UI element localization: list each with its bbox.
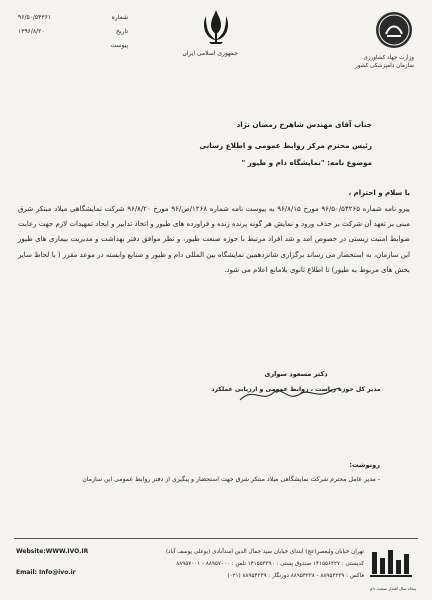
letter-meta	[18, 14, 128, 58]
salutation: با سلام و احترام ،	[348, 189, 410, 197]
email: Email: Info@ivo.ir	[16, 569, 76, 576]
footer-address-3: فاکس : ۸۸۹۵۴۲۳۹ - ۸۸۹۵۴۲۳۸ دورنگار : ۸۸۹۵۴۲۳۹ (۰۲۱)	[227, 573, 364, 579]
footer-logo	[368, 546, 418, 590]
cc-line: - مدیر عامل محترم شرکت نمایشگاهی میلاد مبتکر شرق جهت استحضار و پیگیری از دفتر روابط عمومی این سازمان	[82, 476, 380, 483]
ministry-line-1: وزارت جهاد کشاورزی	[363, 55, 414, 61]
footer-address-2: کدپستی : ۱۴۱۵۵۶۲۲۷ صندوق پستی : ۱۴۱۵۵۳۳۹۰ تلفن : ۸۸۹۵۷۰۰۰ - ۸۸۹۵۷۰۰۱	[176, 561, 364, 567]
website: Website:WWW.IVO.IR	[16, 548, 89, 555]
government-label: جمهوری اسلامی ایران	[182, 50, 238, 57]
emblem	[182, 8, 238, 57]
footer-address-1: تهران خیابان ولیعصر(عج) ابتدای خیابان سید جمال الدین اسدآبادی (بوعلی یوسف آباد)	[165, 549, 364, 555]
org-logo	[374, 10, 414, 50]
attachment-label: پیوست	[110, 42, 128, 49]
date-label: تاریخ	[116, 28, 128, 35]
footer-logo-caption: پنجاه سال اقتدار صنعت دام	[370, 586, 416, 591]
date-value: ۱۳۹۶/۸/۲۰	[18, 28, 45, 35]
letter-body: پیرو نامه شماره ۹۶/۵۰/۵۴۲۶۵ مورخ ۹۶/۸/۱۵ به پیوست نامه شماره ۱۲۶۸/ص/۹۶ مورخ ۹۶/۸/۲۰ شرکت نمایشگاهی میلاد مبتکر شرق مبنی بر تعهد آن شرکت بر حذف ورود و نمایش هر گونه پرنده زنده و فراورده های طیور و اتخاذ تدابیر و ایجاد تمهیدات لازم جهت رعایت ضوابط امنیت زیستی در خصوص امد و شد افراد مرتبط با حوزه صنعت طیور، و نظر موافق دفتر بهداشت و مدیریت بیماری های طیور این سازمان، به استحضار می رساند برگزاری شانزدهمین نمایشگاه بین المللی دام و طیور و صنایع وابسته در موعد مقرر ( با لحاظ سایر بخش های مربوط به طیور) تا اطلاع ثانوی بلامانع اعلام می شود.	[18, 205, 410, 274]
cc-label: رونوشت:	[349, 461, 380, 469]
recipient-name: جناب آقای مهندس شاهرخ رمضان نژاد	[236, 120, 372, 129]
signatory-title: مدیر کل حوزه ریاست ، روابط عمومی و ارزیابی عملکرد	[211, 386, 381, 393]
jahad-keshavarzi-logo-icon	[374, 10, 414, 50]
ministry-name	[304, 54, 414, 70]
number-label: شماره	[111, 14, 128, 21]
signature-block	[206, 370, 386, 430]
number-value: ۹۶/۵۰/۵۴۳۶۱	[18, 14, 52, 21]
signatory-name: دکتر مسعود سواری	[264, 370, 328, 378]
footer-rule	[14, 538, 418, 539]
emblem-of-iran-icon	[194, 8, 238, 46]
recipient-title: رئیس محترم مرکز روابط عمومی و اطلاع رسانی	[199, 141, 372, 150]
ministry-line-2: سازمان دامپزشکی کشور	[355, 63, 414, 69]
subject-line: موضوع نامه: "نمایشگاه دام و طیور "	[241, 158, 372, 167]
handwritten-signature-icon	[236, 384, 346, 406]
footer-contacts	[16, 548, 136, 576]
anniversary-logo-icon	[368, 546, 418, 582]
